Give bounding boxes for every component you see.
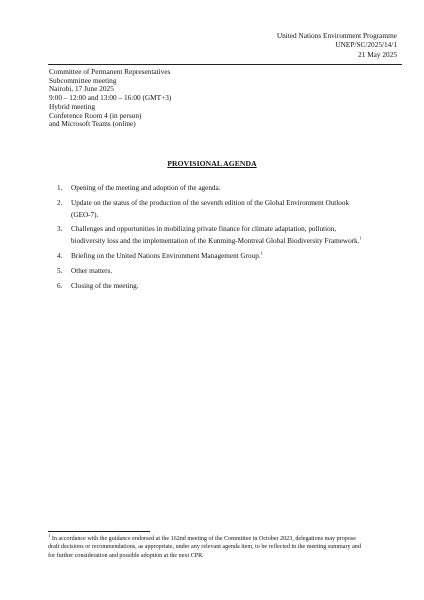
organization-name: United Nations Environment Programme bbox=[276, 31, 397, 40]
agenda-list bbox=[57, 183, 369, 295]
agenda-item bbox=[57, 183, 369, 195]
agenda-item-number: 3. bbox=[57, 225, 63, 234]
footnote-marker: 1 bbox=[48, 532, 51, 538]
agenda-item-text: Closing of the meeting. bbox=[71, 281, 139, 290]
agenda-item bbox=[57, 198, 369, 222]
meeting-place-date: Nairobi, 17 June 2025 bbox=[49, 84, 114, 94]
document-header bbox=[277, 31, 397, 59]
agenda-item-text: Challenges and opportunities in mobilizing private finance for climate adaptation, pollution, biodiversity loss and the implementation of the Kunming-Montreal Global Biodiversity Framework. bbox=[71, 225, 360, 246]
agenda-item-number: 4. bbox=[57, 251, 63, 260]
meeting-online: and Microsoft Teams (online) bbox=[49, 119, 136, 129]
meeting-room: Conference Room 4 (in person) bbox=[49, 110, 142, 120]
agenda-title: PROVISIONAL AGENDA bbox=[167, 159, 257, 168]
footnote-divider bbox=[48, 531, 150, 532]
meeting-type: Subcommittee meeting bbox=[49, 75, 117, 85]
footnote-text: In accordance with the guidance endorsed at the 162nd meeting of the Committee in October 2023, delegations may propose draft decisions or recommendations, as appropriate, under any relevant agenda item, to be reflected in the meeting summary and for further consideration and possible adoption at the next CPR. bbox=[48, 536, 361, 559]
document-date: 21 May 2025 bbox=[358, 49, 397, 59]
meeting-format: Hybrid meeting bbox=[49, 101, 96, 111]
meeting-time: 9:00 – 12:00 and 13:00 – 16:00 (GMT+3) bbox=[49, 93, 172, 103]
agenda-item bbox=[57, 224, 369, 248]
agenda-item bbox=[57, 281, 369, 293]
agenda-item-text: Opening of the meeting and adoption of the agenda. bbox=[71, 184, 221, 192]
agenda-item-number: 6. bbox=[57, 281, 63, 290]
agenda-item-number: 2. bbox=[57, 198, 63, 207]
agenda-item bbox=[57, 251, 369, 263]
agenda-item-number: 5. bbox=[57, 266, 63, 275]
agenda-item-text: Briefing on the United Nations Environment Management Group. bbox=[71, 251, 261, 260]
footnote-reference[interactable]: 1 bbox=[260, 250, 263, 256]
footnote bbox=[48, 532, 368, 560]
meeting-committee: Committee of Permanent Representatives bbox=[49, 67, 171, 76]
meeting-details bbox=[49, 68, 171, 129]
agenda-item-text: Other matters. bbox=[71, 266, 113, 275]
agenda-item-text: Update on the status of the production of the seventh edition of the Global Environment Outlook (GEO-7). bbox=[71, 198, 350, 219]
footnote-reference[interactable]: 1 bbox=[359, 235, 362, 241]
agenda-item bbox=[57, 266, 369, 278]
document-symbol: UNEP/SC/2025/14/1 bbox=[335, 40, 397, 50]
agenda-item-number: 1. bbox=[57, 184, 63, 192]
header-divider bbox=[48, 64, 402, 65]
